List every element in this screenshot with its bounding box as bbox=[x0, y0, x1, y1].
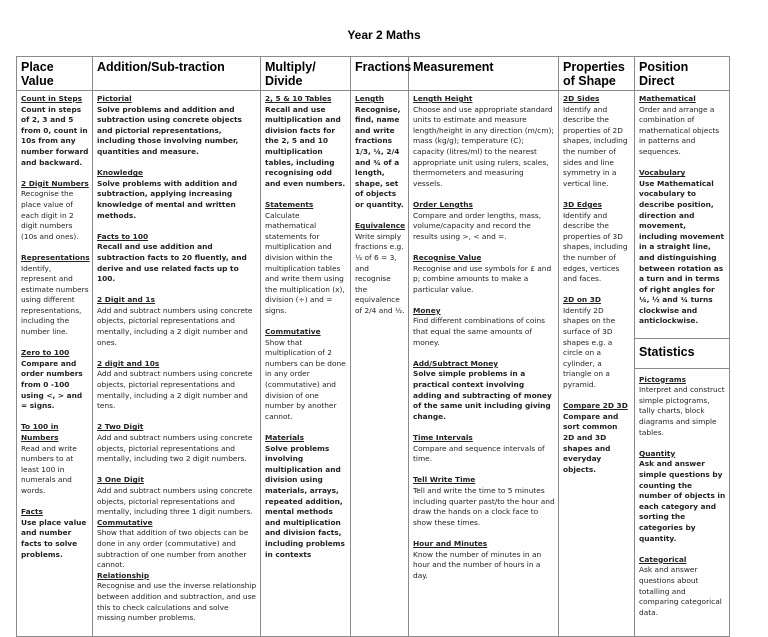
curriculum-table bbox=[16, 56, 730, 637]
section-title: Facts bbox=[21, 507, 43, 517]
measurement-cell bbox=[409, 91, 559, 637]
section-title: Time Intervals bbox=[413, 433, 473, 442]
section-title: 2, 5 & 10 Tables bbox=[265, 94, 332, 103]
section-text: Add and subtract numbers using concrete objects, pictorial representations and mentally, including a 2 digit number and ones. bbox=[97, 305, 253, 347]
section-title: Hour and Minutes bbox=[413, 538, 488, 548]
shape-cell bbox=[559, 91, 635, 637]
section-title: 2 Two Digit bbox=[97, 422, 144, 432]
header-position-direction: Position Direct bbox=[635, 57, 730, 91]
section-commutative bbox=[97, 518, 257, 571]
section-mathematical bbox=[639, 94, 726, 158]
section-title: Equivalence bbox=[355, 221, 406, 231]
section-text: Show that multiplication of 2 numbers can be done in any order (commutative) and division of one number by another cannot. bbox=[265, 337, 346, 421]
section-text: Solve problems and addition and subtraction using concrete objects and pictorial representations, including those involving number, quantities and measure. bbox=[97, 104, 242, 156]
section-title: Statements bbox=[265, 199, 314, 209]
section-title: Zero to 100 bbox=[21, 348, 70, 358]
section-text: Recognise and use symbols for £ and p; combine amounts to make a particular value. bbox=[413, 263, 552, 294]
section-title: Order Lengths bbox=[413, 199, 473, 209]
section-title: Count in Steps bbox=[21, 94, 83, 103]
section-text: Compare and order numbers from 0 -100 using <, > and = signs. bbox=[21, 358, 83, 411]
section-statements bbox=[265, 200, 347, 317]
section-quantity bbox=[639, 449, 726, 544]
section-3d-edges bbox=[563, 200, 631, 285]
section-text: Solve problems with addition and subtraction, applying increasing knowledge of mental and written methods. bbox=[97, 178, 238, 220]
section-title: Pictograms bbox=[639, 374, 686, 384]
section-text: Compare and sequence intervals of time. bbox=[413, 443, 545, 464]
place-value-cell bbox=[17, 91, 93, 637]
position-sections bbox=[639, 94, 726, 327]
fractions-cell bbox=[351, 91, 409, 637]
section-order-lengths bbox=[413, 200, 555, 242]
section-title: Quantity bbox=[639, 448, 676, 458]
section-text: Solve simple problems in a practical context involving adding and subtracting of money of the same unit including giving change. bbox=[413, 369, 552, 421]
addition-cell bbox=[93, 91, 261, 637]
section-text: Compare and order lengths, mass, volume/capacity and record the results using >, < and =. bbox=[413, 210, 542, 241]
section-text: Add and subtract numbers using concrete objects, pictorial representations and mentally, including two 2 digit numbers. bbox=[97, 433, 253, 464]
section-text: Recall and use multiplication and division facts for the 2, 5 and 10 multiplication tables, including recognising odd and even numbers. bbox=[265, 104, 346, 188]
section-text: Read and write numbers to at least 100 in numerals and words. bbox=[21, 443, 77, 495]
section-text: Find different combinations of coins that equal the same amounts of money. bbox=[413, 316, 545, 347]
section-length bbox=[355, 94, 405, 211]
section-money bbox=[413, 306, 555, 348]
section-text: Recall and use addition and subtraction facts to 20 fluently, and derive and use related facts up to 100. bbox=[97, 242, 247, 284]
section-title: 2D Sides bbox=[563, 94, 600, 103]
section-title: Length bbox=[355, 94, 385, 103]
section-text: Solve problems involving multiplication and division using materials, arrays, repeated addition, mental methods and multiplication and division facts, including problems in contexts bbox=[265, 443, 345, 559]
section-title: Relationship bbox=[97, 570, 150, 580]
section-2d-on-3d bbox=[563, 295, 631, 390]
section-pictorial bbox=[97, 94, 257, 158]
section-facts bbox=[21, 507, 89, 560]
section-text: Add and subtract numbers using concrete objects, pictorial representations and mentally, including a 2 digit number and tens. bbox=[97, 369, 253, 411]
section-commutative bbox=[265, 327, 347, 422]
section-text: Identify, represent and estimate numbers using different representations, including the number line. bbox=[21, 263, 89, 337]
section-text: Show that addition of two objects can be done in any order (commutative) and subtraction of one number from another cannot. bbox=[97, 528, 249, 570]
section-text: Identify and describe the properties of 3D shapes, including the number of edges, vertices and faces. bbox=[563, 210, 628, 284]
section-title: Length Height bbox=[413, 94, 473, 103]
section-text: Order and arrange a combination of mathematical objects in patterns and sequences. bbox=[639, 104, 720, 156]
section-title: 2D on 3D bbox=[563, 295, 602, 305]
section-tell-write-time bbox=[413, 475, 555, 528]
content-row bbox=[17, 91, 730, 637]
section-time-intervals bbox=[413, 433, 555, 465]
section-title: 2 digit and 10s bbox=[97, 358, 160, 368]
section-2d-sides bbox=[563, 94, 631, 189]
section-length-height bbox=[413, 94, 555, 189]
header-place-value: Place Value bbox=[17, 57, 93, 91]
section-representations bbox=[21, 253, 89, 338]
section-hour-and-minutes bbox=[413, 539, 555, 581]
section-zero-to-100 bbox=[21, 348, 89, 412]
section-title: To 100 in Numbers bbox=[21, 422, 59, 442]
section-equivalence bbox=[355, 221, 405, 316]
position-cell bbox=[635, 91, 730, 637]
header-row bbox=[17, 57, 730, 91]
section-knowledge bbox=[97, 168, 257, 221]
section-text: Recognise and use the inverse relationship between addition and subtraction, and use this to check calculations and solve missing number problems. bbox=[97, 581, 257, 623]
section-facts-to-100 bbox=[97, 232, 257, 285]
section-title: Commutative bbox=[97, 517, 153, 527]
section-text: Use Mathematical vocabulary to describe position, direction and movement, including movement in a straight line, and distinguishing between rotation as a turn and in terms of right angles for ¼, ½ and ¾ turns clockwise and anticlockwise. bbox=[639, 178, 725, 326]
section-3-one-digit bbox=[97, 475, 257, 517]
section-add-subtract-money bbox=[413, 359, 555, 423]
header-fractions: Fractions bbox=[351, 57, 409, 91]
section-title: 3 One Digit bbox=[97, 475, 144, 485]
section-title: Add/Subtract Money bbox=[413, 358, 499, 368]
section-pictograms bbox=[639, 375, 726, 439]
section-title: Mathematical bbox=[639, 94, 696, 103]
section-title: 2 Digit and 1s bbox=[97, 295, 155, 305]
page-title: Year 2 Maths bbox=[347, 28, 421, 42]
section-2-two-digit bbox=[97, 422, 257, 464]
section-compare-2d-3d bbox=[563, 401, 631, 475]
section-2-digit-and-1s bbox=[97, 295, 257, 348]
section-recognise-value bbox=[413, 253, 555, 295]
header-properties-of-shape: Properties of Shape bbox=[559, 57, 635, 91]
section-text: Ask and answer questions about totalling and comparing categorical data. bbox=[639, 565, 722, 617]
section-title: Representations bbox=[21, 252, 90, 262]
multiply-cell bbox=[261, 91, 351, 637]
section-to-100-in-numbers bbox=[21, 422, 89, 496]
section-title: Knowledge bbox=[97, 168, 144, 178]
section-vocabulary bbox=[639, 168, 726, 327]
statistics-sections bbox=[639, 375, 726, 619]
section-text: Identify and describe the properties of 2D shapes, including the number of sides and line symmetry in a vertical line. bbox=[563, 104, 628, 188]
section-title: Tell Write Time bbox=[413, 475, 476, 485]
section-text: Write simply fractions e.g. ½ of 6 = 3, and recognise the equivalence of 2/4 and ½. bbox=[355, 231, 405, 315]
section-2-5-10-tables bbox=[265, 94, 347, 189]
section-2-digit-numbers bbox=[21, 179, 89, 243]
section-text: Recognise, find, name and write fractions 1/3, ¼, 2/4 and ¾ of a length, shape, set of objects or quantity. bbox=[355, 104, 404, 209]
section-text: Use place value and number facts to solve problems. bbox=[21, 517, 87, 559]
header-multiply-divide: Multiply/ Divide bbox=[261, 57, 351, 91]
section-categorical bbox=[639, 555, 726, 619]
header-addition-subtraction: Addition/Sub-traction bbox=[93, 57, 261, 91]
section-text: Recognise the place value of each digit in 2 digit numbers (10s and ones). bbox=[21, 189, 79, 241]
section-text: Identify 2D shapes on the surface of 3D shapes e.g. a circle on a cylinder, a triangle on a pyramid. bbox=[563, 305, 616, 390]
section-count-in-steps bbox=[21, 94, 89, 168]
section-title: Facts to 100 bbox=[97, 231, 149, 241]
statistics-header: Statistics bbox=[635, 338, 729, 369]
section-text: Ask and answer simple questions by counting the number of objects in each category and sorting the categories by quantity. bbox=[639, 459, 726, 543]
section-title: Commutative bbox=[265, 327, 321, 337]
header-measurement: Measurement bbox=[409, 57, 559, 91]
section-text: Add and subtract numbers using concrete objects, pictorial representations and mentally, including three 1 digit numbers. bbox=[97, 485, 253, 517]
section-text: Compare and sort common 2D and 3D shapes and everyday objects. bbox=[563, 411, 619, 474]
section-text: Know the number of minutes in an hour and the number of hours in a day. bbox=[413, 549, 542, 580]
section-text: Choose and use appropriate standard units to estimate and measure length/height in any direction (m/cm); mass (kg/g); temperature (C); capacity (litres/ml) to the nearest appropriate unit using rulers, scales, thermometers and measuring vessels. bbox=[413, 104, 554, 188]
section-title: Money bbox=[413, 305, 441, 315]
section-text: Calculate mathematical statements for multiplication and division within the multiplication tables and write them using the multiplication (x), division (÷) and = signs. bbox=[265, 210, 345, 315]
section-materials bbox=[265, 433, 347, 560]
section-title: 2 Digit Numbers bbox=[21, 178, 89, 188]
section-text: Tell and write the time to 5 minutes including quarter past/to the hour and draw the hands on a clock face to show these times. bbox=[413, 485, 555, 527]
section-title: Pictorial bbox=[97, 94, 132, 103]
section-text: Interpret and construct simple pictograms, tally charts, block diagrams and simple tables. bbox=[639, 385, 725, 437]
section-title: Compare 2D 3D bbox=[563, 401, 628, 411]
section-text: Count in steps of 2, 3 and 5 from 0, count in 10s from any number forward and backward. bbox=[21, 104, 89, 167]
section-title: Categorical bbox=[639, 554, 687, 564]
section-title: Recognise Value bbox=[413, 252, 482, 262]
section-2-digit-and-10s bbox=[97, 359, 257, 412]
section-title: Vocabulary bbox=[639, 168, 686, 178]
section-relationship bbox=[97, 571, 257, 624]
section-title: Materials bbox=[265, 433, 304, 442]
section-title: 3D Edges bbox=[563, 199, 602, 209]
